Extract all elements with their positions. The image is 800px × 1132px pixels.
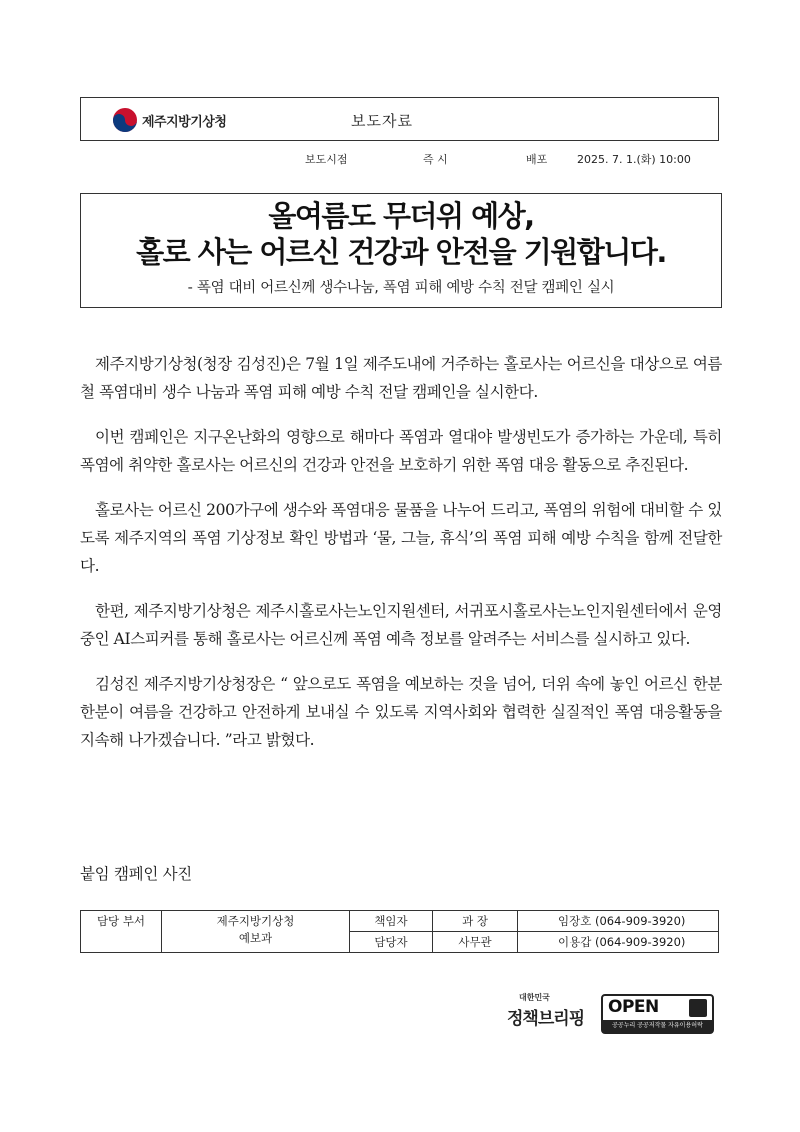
position-cell: 과 장 xyxy=(433,911,518,932)
paragraph-4: 한편, 제주지방기상청은 제주시홀로사는노인지원센터, 서귀포시홀로사는노인지원센터에서 운영 중인 AI스피커를 통해 홀로사는 어르신께 폭염 예측 정보를 알려주는 서비스를 실시하고 있다. xyxy=(80,602,722,648)
title-line-1: 올여름도 무더위 예상, xyxy=(268,199,534,233)
paragraph-1: 제주지방기상청(청장 김성진)은 7월 1일 제주도내에 거주하는 홀로사는 어르신을 대상으로 여름철 폭염대비 생수 나눔과 폭염 피해 예방 수칙 전달 캠페인을 실시한다. xyxy=(80,355,722,401)
subtitle: - 폭염 대비 어르신께 생수나눔, 폭염 피해 예방 수칙 전달 캠페인 실시 xyxy=(187,280,615,296)
contact-table xyxy=(80,910,719,953)
header-box xyxy=(80,97,719,141)
policy-briefing-top: 대한민국 xyxy=(519,993,550,1002)
taegeuk-icon xyxy=(111,106,139,134)
dept-org xyxy=(162,911,350,953)
org-name: 제주지방기상청 xyxy=(216,914,295,928)
open-subtext: 공공누리 공공저작물 자유이용허락 xyxy=(603,1020,712,1032)
open-label: OPEN xyxy=(608,997,659,1017)
division-name: 예보과 xyxy=(238,931,273,945)
role-cell: 담당자 xyxy=(350,932,433,953)
body-text xyxy=(80,350,722,771)
role-cell: 책임자 xyxy=(350,911,433,932)
release-time-value: 즉 시 xyxy=(423,153,448,166)
dept-label: 담당 부서 xyxy=(81,911,162,953)
distribution-value: 2025. 7. 1.(화) 10:00 xyxy=(577,153,691,166)
person-cell: 임장호 (064-909-3920) xyxy=(518,911,719,932)
paragraph-2: 이번 캠페인은 지구온난화의 영향으로 해마다 폭염과 열대야 발생빈도가 증가하는 가운데, 특히 폭염에 취약한 홀로사는 어르신의 건강과 안전을 보호하기 위한 폭염 대응 활동으로 추진된다. xyxy=(80,428,722,474)
policy-briefing-logo xyxy=(507,992,597,1036)
person-icon xyxy=(689,999,707,1017)
person-cell: 이용갑 (064-909-3920) xyxy=(518,932,719,953)
attachment-note: 붙임 캠페인 사진 xyxy=(80,865,192,883)
distribution-label: 배포 xyxy=(526,153,548,166)
title-line-2: 홀로 사는 어르신 건강과 안전을 기원합니다. xyxy=(136,235,666,269)
footer-logos xyxy=(507,992,717,1036)
paragraph-5: 김성진 제주지방기상청장은 “ 앞으로도 폭염을 예보하는 것을 넘어, 더위 속에 놓인 어르신 한분 한분이 여름을 건강하고 안전하게 보내실 수 있도록 지역사회와 협력한 실질적인 폭염 대응활동을 지속해 나가겠습니다. ”라고 밝혔다. xyxy=(80,675,722,749)
agency-logo xyxy=(111,106,226,134)
paragraph-3: 홀로사는 어르신 200가구에 생수와 폭염대응 물품을 나누어 드리고, 폭염의 위험에 대비할 수 있도록 제주지역의 폭염 기상정보 확인 방법과 ‘물, 그늘, 휴식’의 폭염 피해 예방 수칙을 함께 전달한다. xyxy=(80,501,722,575)
title-box xyxy=(80,193,722,308)
kogl-open-logo xyxy=(601,994,714,1034)
doc-type: 보도자료 xyxy=(351,112,413,130)
position-cell: 사무관 xyxy=(433,932,518,953)
release-time-label: 보도시점 xyxy=(305,153,348,166)
agency-name: 제주지방기상청 xyxy=(142,114,227,130)
policy-briefing-name: 정책브리핑 xyxy=(507,1009,585,1029)
table-row xyxy=(81,911,719,932)
